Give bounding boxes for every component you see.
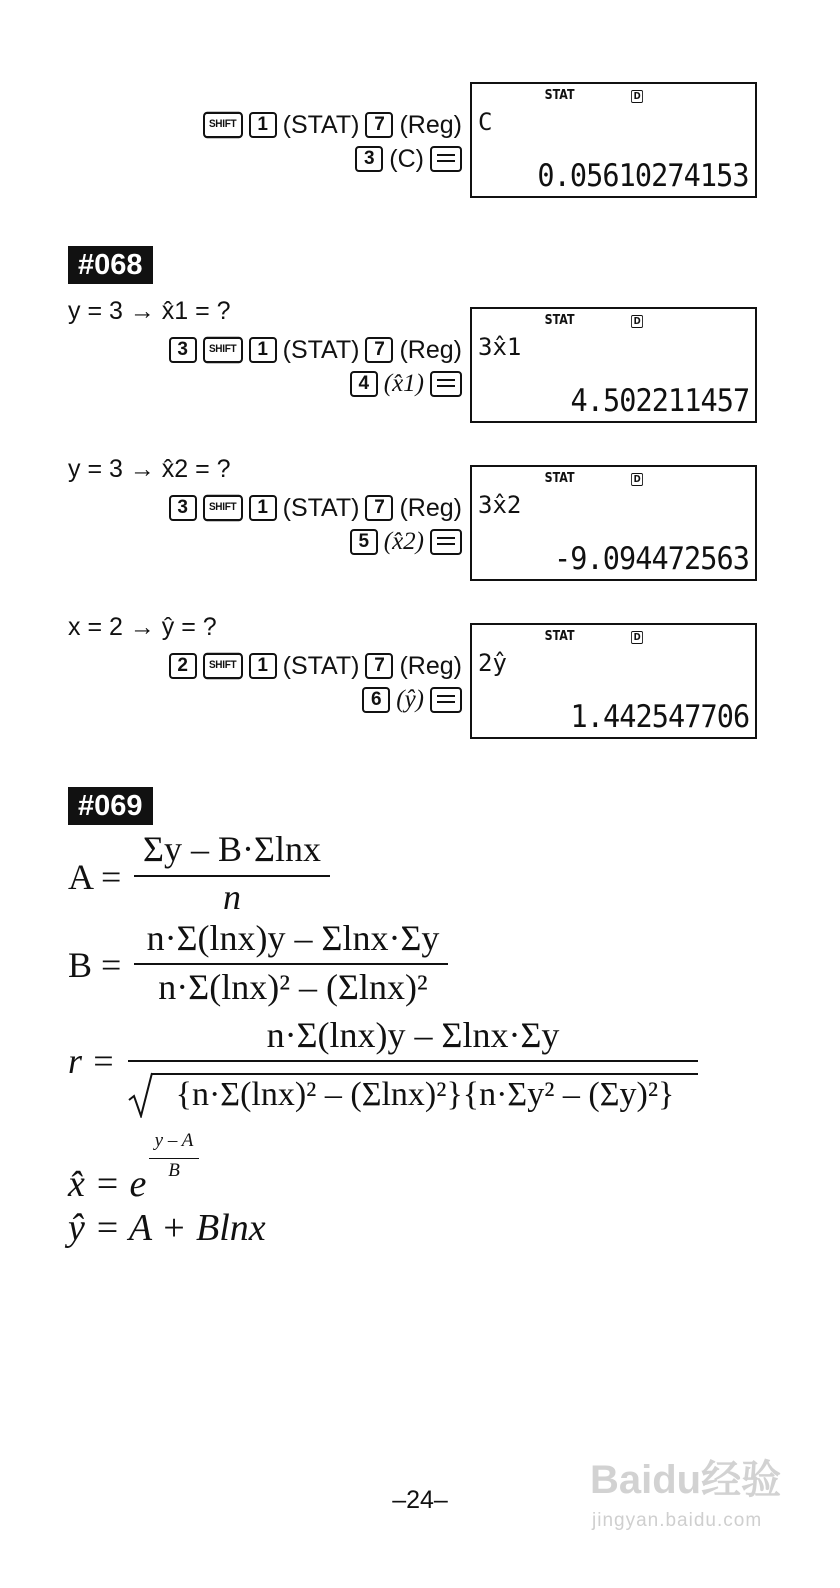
key-1: 1 [249, 337, 277, 363]
shift-key: SHIFT [203, 337, 243, 363]
example-tag-069: #069 [68, 787, 153, 825]
lcd-result: 1.442547706 [570, 699, 749, 735]
equals-key [430, 371, 462, 397]
lcd-result: -9.094472563 [553, 541, 749, 577]
reg-label: (Reg) [399, 652, 462, 680]
formula-b-fraction-bar [134, 963, 448, 965]
key-1: 1 [249, 495, 277, 521]
key-1: 1 [249, 112, 277, 138]
key-7: 7 [365, 495, 393, 521]
stat-indicator: STAT [544, 88, 575, 103]
lcd-display-c [470, 82, 757, 198]
key-sequence-x1-line2 [350, 369, 462, 399]
equals-key [430, 529, 462, 555]
baidu-watermark-url: jingyan.baidu.com [592, 1510, 763, 1531]
formula-xhat: x̂ = e [68, 1163, 147, 1205]
key-7: 7 [365, 653, 393, 679]
formula-r-lhs: r = [68, 1041, 116, 1081]
formula-r-denominator: {n·Σ(lnx)² – (Σlnx)²}{n·Σy² – (Σy)²} [175, 1076, 675, 1113]
question-x2: y = 3 → x̂2 = ? [68, 455, 231, 483]
x2-label: (x̂2) [383, 528, 424, 555]
exponent-denominator: B [168, 1160, 180, 1181]
page-number: –24– [392, 1486, 448, 1514]
key-sequence-yhat-line1 [169, 651, 462, 681]
example-tag-068: #068 [68, 246, 153, 284]
question-x1: y = 3 → x̂1 = ? [68, 297, 231, 325]
formula-a-denominator: n [223, 877, 241, 917]
equals-key [430, 146, 462, 172]
lcd-result: 4.502211457 [570, 383, 749, 419]
degree-indicator: D [631, 473, 643, 486]
formula-b-lhs: B = [68, 945, 122, 985]
key-sequence-x1-line1 [169, 335, 462, 365]
stat-label: (STAT) [282, 111, 360, 139]
formula-b-numerator: n·Σ(lnx)y – Σlnx·Σy [146, 918, 440, 958]
exponent-numerator: y – A [154, 1130, 194, 1151]
key-3: 3 [355, 146, 383, 172]
exponent-fraction-bar [149, 1158, 199, 1159]
x1-label: (x̂1) [383, 370, 424, 397]
lcd-expression: 3x̂2 [478, 491, 522, 519]
degree-indicator: D [631, 631, 643, 644]
lcd-expression: C [478, 108, 493, 136]
reg-label: (Reg) [399, 494, 462, 522]
key-sequence-yhat-line2 [362, 685, 462, 715]
degree-indicator: D [631, 90, 643, 103]
c-label: (C) [389, 145, 424, 173]
lcd-display-x1 [470, 307, 757, 423]
equals-key [430, 687, 462, 713]
formula-r-fraction-bar [128, 1060, 698, 1062]
lcd-expression: 2ŷ [478, 649, 507, 677]
stat-indicator: STAT [544, 471, 575, 486]
key-1: 1 [249, 653, 277, 679]
baidu-watermark-logo: Baidu经验 [590, 1458, 782, 1502]
stat-label: (STAT) [282, 336, 360, 364]
shift-key: SHIFT [203, 495, 243, 521]
key-2: 2 [169, 653, 197, 679]
key-7: 7 [365, 112, 393, 138]
key-sequence-x2-line2 [350, 527, 462, 557]
key-6: 6 [362, 687, 390, 713]
key-sequence-c-line2 [355, 144, 462, 174]
key-3: 3 [169, 337, 197, 363]
lcd-expression: 3x̂1 [478, 333, 522, 361]
formula-a-numerator: Σy – B·Σlnx [143, 829, 321, 869]
shift-key: SHIFT [203, 653, 243, 679]
reg-label: (Reg) [399, 336, 462, 364]
reg-label: (Reg) [399, 111, 462, 139]
key-5: 5 [350, 529, 378, 555]
stat-indicator: STAT [544, 629, 575, 644]
formula-r-numerator: n·Σ(lnx)y – Σlnx·Σy [266, 1015, 560, 1055]
stat-label: (STAT) [282, 494, 360, 522]
yhat-label: (ŷ) [396, 686, 424, 713]
formula-yhat: ŷ = A + Blnx [68, 1207, 266, 1249]
key-sequence-c-line1 [203, 110, 462, 140]
key-3: 3 [169, 495, 197, 521]
key-sequence-x2-line1 [169, 493, 462, 523]
stat-indicator: STAT [544, 313, 575, 328]
key-4: 4 [350, 371, 378, 397]
formula-a-lhs: A = [68, 857, 122, 897]
square-root-vinculum [152, 1073, 698, 1075]
key-7: 7 [365, 337, 393, 363]
degree-indicator: D [631, 315, 643, 328]
lcd-display-yhat [470, 623, 757, 739]
lcd-result: 0.05610274153 [537, 158, 749, 194]
shift-key: SHIFT [203, 112, 243, 138]
question-yhat: x = 2 → ŷ = ? [68, 613, 217, 641]
stat-label: (STAT) [282, 652, 360, 680]
lcd-display-x2 [470, 465, 757, 581]
formula-b-denominator: n·Σ(lnx)² – (Σlnx)² [158, 967, 428, 1007]
